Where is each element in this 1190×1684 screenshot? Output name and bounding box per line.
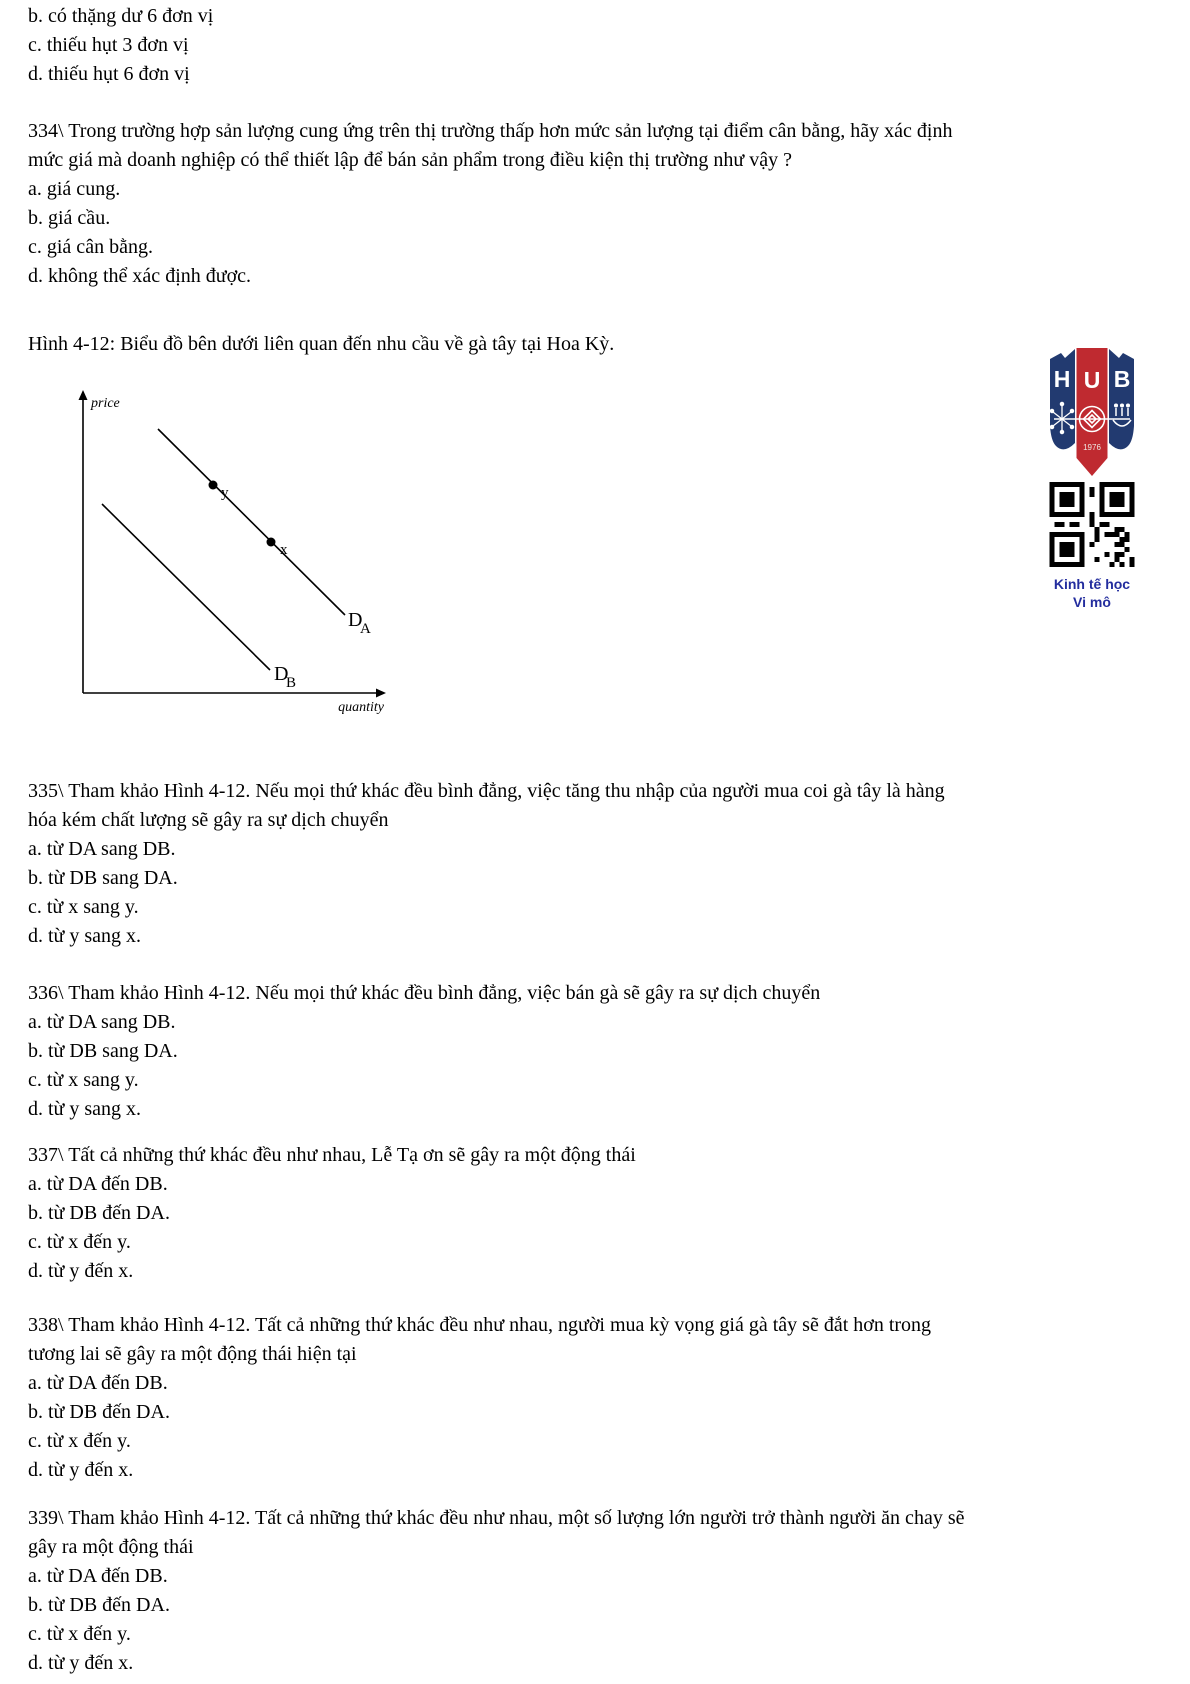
option-line: c. từ x đến y. (28, 1623, 131, 1645)
qr-caption-line1: Kinh tế học (1053, 576, 1131, 592)
option-line: a. từ DA sang DB. (28, 1011, 176, 1033)
logo-right-panel (1109, 349, 1134, 449)
question-line: 334\ Trong trường hợp sản lượng cung ứng trên thị trường thấp hơn mức sản lượng tại điểm cân bằng, hãy xác định (28, 120, 953, 142)
qr-caption-line2: Vi mô (1073, 594, 1111, 610)
option-line: b. từ DB đến DA. (28, 1594, 170, 1616)
question-line: tương lai sẽ gây ra một động thái hiện tại (28, 1343, 357, 1365)
y-axis-arrow-icon (79, 390, 88, 400)
qr-caption (1054, 575, 1130, 611)
option-line: d. từ y đến x. (28, 1260, 134, 1282)
question-block-continued (28, 2, 213, 89)
demand-curve-b (102, 504, 270, 670)
option-line: a. từ DA đến DB. (28, 1173, 168, 1195)
option-line: c. thiếu hụt 3 đơn vị (28, 34, 189, 56)
option-line: a. từ DA sang DB. (28, 838, 176, 860)
point-x-marker (267, 538, 276, 547)
option-line: c. từ x đến y. (28, 1231, 131, 1253)
option-line: d. từ y đến x. (28, 1459, 134, 1481)
question-block-339 (28, 1504, 964, 1678)
option-line: c. từ x đến y. (28, 1430, 131, 1452)
x-axis-label: quantity (338, 700, 384, 715)
demand-chart (55, 385, 400, 720)
option-line: d. từ y sang x. (28, 1098, 142, 1120)
question-block-335 (28, 777, 945, 951)
question-line: gây ra một động thái (28, 1536, 194, 1558)
option-line: c. từ x sang y. (28, 1069, 139, 1091)
question-line: 335\ Tham khảo Hình 4-12. Nếu mọi thứ khác đều bình đẳng, việc tăng thu nhập của người mua coi gà tây là hàng (28, 780, 945, 802)
x-axis-arrow-icon (376, 689, 386, 698)
logo-letter-u: U (1083, 367, 1101, 393)
question-line: 339\ Tham khảo Hình 4-12. Tất cả những thứ khác đều như nhau, một số lượng lớn người trở thành người ăn chay sẽ (28, 1507, 965, 1529)
hub-logo (1048, 346, 1136, 477)
curve-a-label-sub: A (360, 621, 371, 637)
question-line: 337\ Tất cả những thứ khác đều như nhau, Lễ Tạ ơn sẽ gây ra một động thái (28, 1144, 636, 1166)
option-line: c. từ x sang y. (28, 896, 139, 918)
point-y-marker (209, 481, 218, 490)
question-line: mức giá mà doanh nghiệp có thể thiết lập để bán sản phẩm trong điều kiện thị trường như vậy ? (28, 149, 793, 171)
option-line: b. từ DB đến DA. (28, 1401, 170, 1423)
option-line: d. từ y đến x. (28, 1652, 134, 1674)
question-block-334 (28, 117, 952, 291)
logo-year: 1976 (1083, 443, 1101, 452)
option-line: a. từ DA đến DB. (28, 1565, 168, 1587)
option-line: b. từ DB sang DA. (28, 867, 178, 889)
point-y-label: y (221, 485, 229, 501)
option-line: d. thiếu hụt 6 đơn vị (28, 63, 190, 85)
option-line: c. giá cân bằng. (28, 236, 153, 258)
logo-letter-h: H (1053, 366, 1071, 392)
logo-letter-b: B (1113, 366, 1131, 392)
point-x-label: x (280, 542, 288, 558)
qr-code (1049, 482, 1135, 567)
y-axis-label: price (91, 396, 120, 411)
option-line: d. không thể xác định được. (28, 265, 252, 287)
logo-left-panel (1050, 349, 1075, 449)
option-line: d. từ y sang x. (28, 925, 142, 947)
question-line: 336\ Tham khảo Hình 4-12. Nếu mọi thứ khác đều bình đẳng, việc bán gà sẽ gây ra sự dịch chuyển (28, 982, 821, 1004)
question-block-337 (28, 1141, 636, 1286)
option-line: a. từ DA đến DB. (28, 1372, 168, 1394)
curve-b-label: D (274, 663, 289, 685)
curve-b-label-sub: B (286, 675, 297, 691)
option-line: b. từ DB sang DA. (28, 1040, 178, 1062)
option-line: b. có thặng dư 6 đơn vị (28, 5, 214, 27)
question-line: 338\ Tham khảo Hình 4-12. Tất cả những thứ khác đều như nhau, người mua kỳ vọng giá gà tây sẽ đắt hơn trong (28, 1314, 932, 1336)
option-line: b. giá cầu. (28, 207, 111, 229)
curve-a-label: D (348, 609, 363, 631)
branding-panel (1042, 346, 1142, 611)
question-block-338 (28, 1311, 931, 1485)
question-line: hóa kém chất lượng sẽ gây ra sự dịch chuyển (28, 809, 389, 831)
option-line: b. từ DB đến DA. (28, 1202, 170, 1224)
figure-caption: Hình 4-12: Biểu đồ bên dưới liên quan đến nhu cầu về gà tây tại Hoa Kỳ. (28, 333, 615, 355)
question-block-336 (28, 979, 820, 1124)
option-line: a. giá cung. (28, 178, 121, 200)
